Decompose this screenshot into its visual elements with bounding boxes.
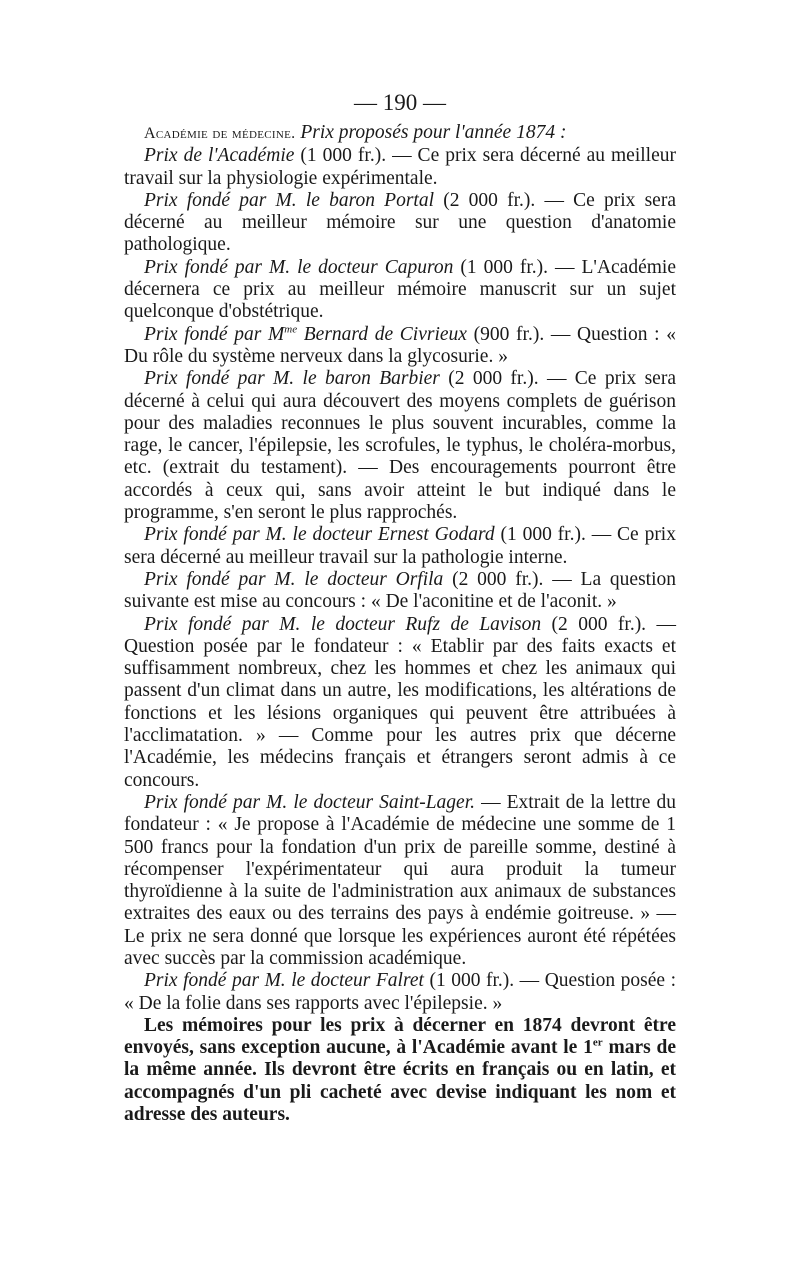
prize-text: (1 000 fr.). — Question posée : « De la folie dans ses rapports avec l'épilepsie. » [124, 970, 676, 1014]
prize-lead-superscript: me [284, 323, 298, 336]
prize-text: (2 000 fr.). — Ce prix sera décerné à celui qui aura découvert des moyens complets de guérison pour des maladies reconnues le plus souvent incurables, comme la rage, le cancer, l'épilepsie, les scrofules, le typhus, le choléra-morbus, etc. (extrait du testament). — Des encouragements pourront être accordés à ceux qui, sans avoir atteint le but indiqué dans le programme, s'en seront le plus rapprochés. [124, 368, 676, 524]
prize-paragraph [124, 614, 676, 792]
closing-paragraph [124, 1015, 676, 1126]
prize-lead: Prix fondé par M. le docteur Falret [144, 970, 424, 992]
prize-paragraph [124, 257, 676, 324]
prize-lead-part: Prix fondé par M [144, 323, 285, 345]
prize-lead-part: Bernard de Civrieux [297, 323, 467, 345]
prize-text: (1 000 fr.). — Ce prix sera décerné au meilleur travail sur la pathologie interne. [124, 524, 676, 568]
prize-paragraph [124, 368, 676, 524]
prize-lead: Prix fondé par M. le baron Portal [144, 189, 435, 211]
page-number: — 190 — [354, 90, 446, 115]
prize-text: (2 000 fr.). — Question posée par le fondateur : « Etablir par des faits exacts et suffisamment nombreux, chez les hommes et chez les animaux qui passent d'un climat dans un autre, les modifications, les altérations de fonctions et les lésions organiques qui peuvent être attribuées à l'acclimatation. » — Comme pour les autres prix que décerne l'Académie, les médecins français et étrangers seront admis à ce concours. [124, 613, 676, 791]
prize-text: — Extrait de la lettre du fondateur : « Je propose à l'Académie de médecine une somme de 1 500 francs pour la fondation d'un prix de pareille somme, destiné à récompenser l'expérimentateur qui aura produit la tumeur thyroïdienne à la suite de l'administration aux animaux de substances extraites des eaux ou des terrains des pays à endémie goitreuse. » — Le prix ne sera donné que lorsque les expériences auront été répétées avec succès par la commission académique. [124, 791, 676, 969]
prize-paragraph [124, 524, 676, 569]
prize-paragraph [124, 792, 676, 970]
heading-title: Prix proposés pour l'année 1874 : [300, 122, 567, 143]
prize-lead: Prix fondé par M. le docteur Capuron [144, 256, 454, 278]
heading-label: Académie de médecine. [144, 125, 296, 142]
prize-paragraph [124, 145, 676, 190]
prize-text: (900 fr.). — Question : « Du rôle du système nerveux dans la glycosurie. » [124, 323, 676, 367]
closing-text: Les mémoires pour les prix à décerner en 1874 devront être envoyés, sans exception aucune, à l'Académie avant le 1 [124, 1014, 676, 1059]
closing-text: mars de la même année. Ils devront être écrits en français ou en latin, et accompagnés d'un pli cacheté avec devise indiquant les nom et adresse des auteurs. [124, 1037, 676, 1126]
prize-lead [144, 324, 467, 345]
book-page [124, 88, 676, 1126]
prize-text: (2 000 fr.). — La question suivante est mise au concours : « De l'aconitine et de l'aconit. » [124, 568, 676, 613]
prize-paragraph [124, 569, 676, 614]
prize-lead: Prix fondé par M. le docteur Saint-Lager. [144, 791, 476, 813]
prize-paragraph [124, 970, 676, 1015]
prize-text: (1 000 fr.). — Ce prix sera décerné au meilleur travail sur la physiologie expérimentale. [124, 145, 676, 189]
closing-superscript: er [592, 1036, 603, 1049]
prize-text: (1 000 fr.). — L'Académie décernera ce prix au meilleur mémoire manuscrit sur un sujet quelconque d'obstétrique. [124, 256, 676, 323]
prize-lead: Prix fondé par M. le docteur Rufz de Lavison [144, 613, 542, 635]
prize-paragraph [124, 190, 676, 257]
prize-lead: Prix fondé par M. le docteur Orfila [144, 568, 444, 590]
section-heading [124, 122, 676, 145]
prize-text: (2 000 fr.). — Ce prix sera décerné au meilleur mémoire sur une question d'anatomie pathologique. [124, 189, 676, 256]
prize-lead: Prix fondé par M. le docteur Ernest Godard [144, 524, 495, 546]
prize-lead: Prix de l'Académie [144, 145, 295, 167]
prize-lead: Prix fondé par M. le baron Barbier [144, 368, 440, 390]
prize-paragraph [124, 324, 676, 369]
